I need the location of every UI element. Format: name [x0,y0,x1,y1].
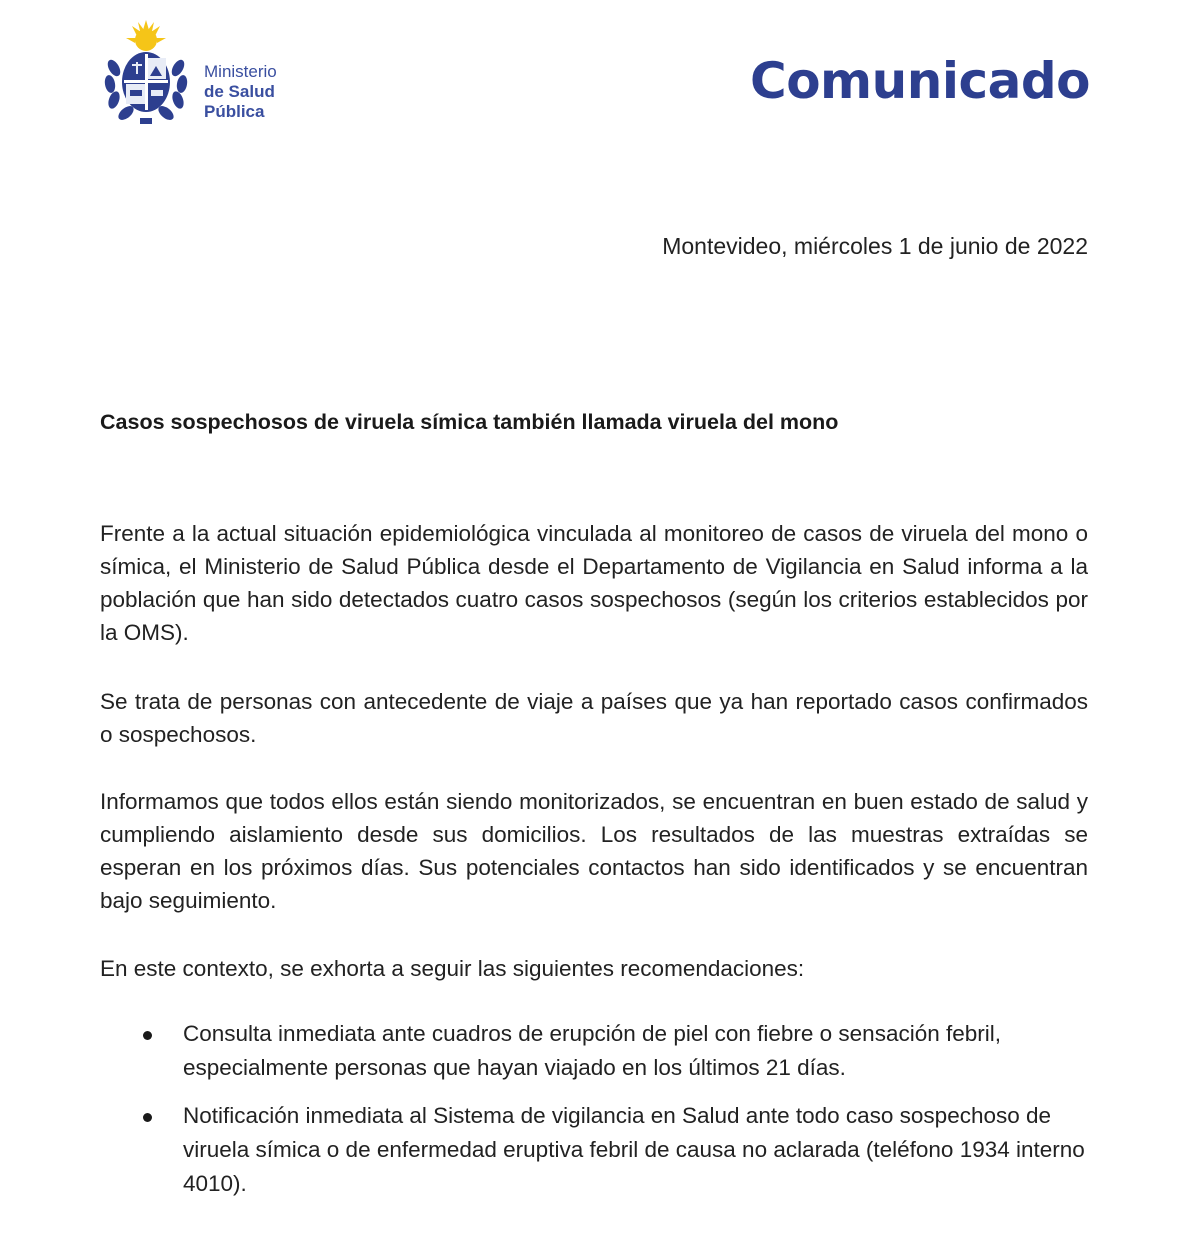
logo-line-3: Pública [204,102,265,121]
list-item [100,1099,1088,1201]
logo-line-2: de Salud [204,82,275,101]
recommendation-text: Notificación inmediata al Sistema de vigilancia en Salud ante todo caso sospechoso de viruela símica o de enfermedad eruptiva febril de causa no aclarada (teléfono 1934 interno 4010). [183,1103,1085,1196]
document-title: Casos sospechosos de viruela símica también llamada viruela del mono [100,410,839,434]
logo-line-1: Ministerio [204,62,277,81]
bullet-icon [143,1031,152,1040]
recommendation-text: Consulta inmediata ante cuadros de erupción de piel con fiebre o sensación febril, especialmente personas que hayan viajado en los últimos 21 días. [183,1021,1002,1080]
paragraph: Informamos que todos ellos están siendo monitorizados, se encuentran en buen estado de salud y cumpliendo aislamiento desde sus domicilios. Los resultados de las muestras extraídas se esperan en los próximos días. Sus potenciales contactos han sido identificados y se encuentran bajo seguimiento. [100,789,1088,913]
document-type-heading: Comunicado [750,52,1090,110]
ministry-logo [100,18,300,128]
coat-of-arms-icon [100,18,192,128]
bullet-icon [143,1113,152,1122]
recommendations-list [100,1017,1088,1215]
ministry-name [204,62,277,122]
paragraph: Se trata de personas con antecedente de viaje a países que ya han reportado casos confirmados o sospechosos. [100,689,1088,747]
paragraph: En este contexto, se exhorta a seguir las siguientes recomendaciones: [100,956,805,981]
list-item [100,1017,1088,1085]
paragraph: Frente a la actual situación epidemiológica vinculada al monitoreo de casos de viruela del mono o símica, el Ministerio de Salud Pública desde el Departamento de Vigilancia en Salud informa a la población que han sido detectados cuatro casos sospechosos (según los criterios establecidos por la OMS). [100,521,1088,645]
date-line: Montevideo, miércoles 1 de junio de 2022 [662,233,1088,259]
